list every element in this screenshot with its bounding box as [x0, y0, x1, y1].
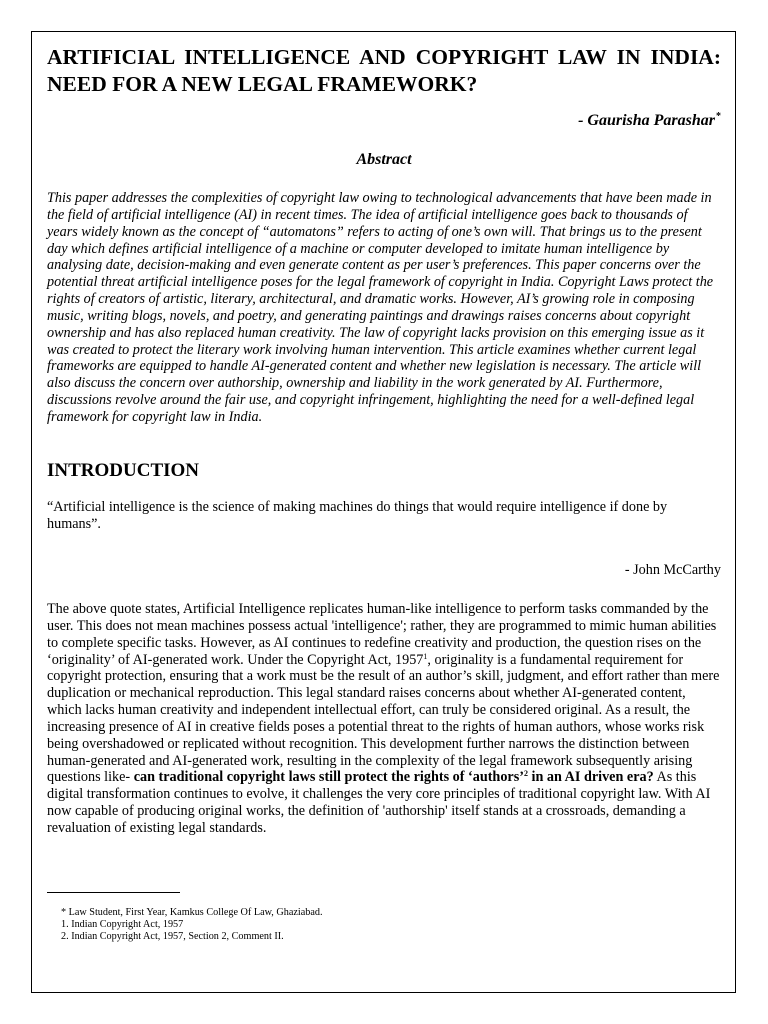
footnote-2: 2. Indian Copyright Act, 1957, Section 2, Comment II. [61, 931, 284, 943]
key-question [134, 769, 654, 785]
footnote-ref-1: 1 [423, 651, 428, 661]
paragraph-text: As this digital transformation continues to evolve, it challenges the very core principles of traditional copyright law. With AI now capable of producing original works, the definition of 'authorship' itself stands at a crossroads, demanding a revaluation of existing legal standards. [47, 769, 711, 836]
introduction-paragraph [47, 601, 721, 837]
paper-title: ARTIFICIAL INTELLIGENCE AND COPYRIGHT LAW IN INDIA: NEED FOR A NEW LEGAL FRAMEWORK? [47, 45, 721, 96]
author-footnote-marker: * [716, 111, 721, 122]
footnote-1: 1. Indian Copyright Act, 1957 [61, 919, 184, 931]
footnotes [61, 907, 323, 944]
introduction-heading: INTRODUCTION [47, 460, 200, 481]
key-question-text: in an AI driven era? [527, 769, 654, 786]
paragraph-text: The above quote states, Artificial Intelligence replicates human-like intelligence to perform tasks commanded by the user. This does not mean machines possess actual 'intelligence'; rather, they are programmed to mimic human abilities to complete specific tasks. However, as AI continues to redefine creativity and production, the question rises on the ‘originality’ of AI-generated work. Under the Copyright Act, 1957 [47, 601, 717, 668]
abstract-text: This paper addresses the complexities of copyright law owing to technological advancements that have been made in the field of artificial intelligence (AI) in recent times. The idea of artificial intelligence goes back to thousands of years widely known as the concept of “automatons” refers to acting of one’s own will. That brings us to the present day which defines artificial intelligence of a machine or computer developed to imitate human intelligence by analysing date, decision-making and even generate content as per user’s preferences. This paper concerns over the potential threat artificial intelligence poses for the legal framework of copyright in India. Copyright Laws protect the rights of creators of artistic, literary, architectural, and dramatic works. However, AI’s growing role in composing music, writing blogs, novels, and poetry, and generating paintings and drawings raises concerns about copyright ownership and has also replaced human creativity. The law of copyright lacks provision on this emerging issue as it was created to protect the literary work involving human intervention. This article examines whether current legal frameworks are equipped to handle AI-generated content and whether new legislation is necessary. The article will also discuss the concern over authorship, ownership and liability in the work generated by AI. Furthermore, discussions revolve around the fair use, and copyright infringement, highlighting the need for a well-defined legal framework for copyright law in India. [47, 190, 714, 425]
key-question-text: can traditional copyright laws still protect the rights of ‘authors’ [133, 769, 524, 786]
opening-quote: “Artificial intelligence is the science of making machines do things that would require intelligence if done by humans”. [47, 499, 668, 532]
author-name: - Gaurisha Parashar [578, 112, 715, 129]
author-line [578, 112, 721, 130]
footnote-separator [47, 892, 180, 893]
footnote-author: * Law Student, First Year, Kamkus College Of Law, Ghaziabad. [61, 907, 323, 918]
quote-attribution: - John McCarthy [624, 562, 721, 578]
abstract-heading: Abstract [356, 151, 412, 168]
footnote-ref-2: 2 [523, 769, 528, 779]
paragraph-text: , originality is a fundamental requirement for copyright protection, ensuring that a work must be the result of an author’s skill, judgment, and effort rather than mere duplication or mechanical reproduction. This legal standard raises concerns about whether AI-generated content, which lacks human creativity and independent intellectual effort, can truly be considered original. As a result, the increasing presence of AI in creative fields poses a potential threat to the rights of human authors, whose works risk being overshadowed or replicated without recognition. This development further narrows the distinction between human-generated and AI-generated work, resulting in the complexity of the legal framework subsequently arising questions like- [47, 651, 720, 786]
